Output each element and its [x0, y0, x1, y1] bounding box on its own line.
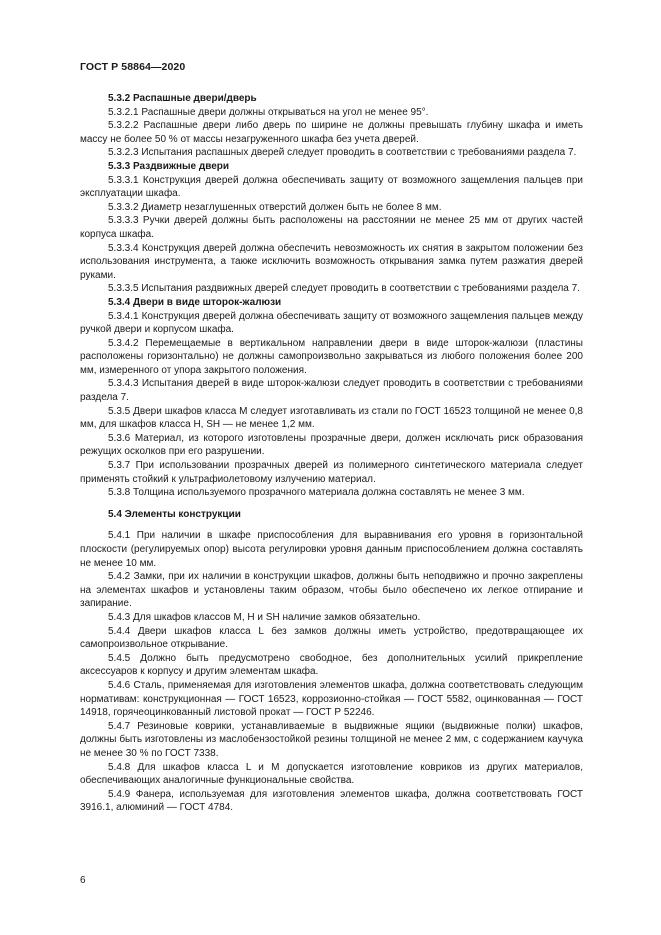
- paragraph: 5.4.8 Для шкафов класса L и M допускается изготовление ковриков из других материалов, обеспечивающих аналогичные функциональные свойства.: [80, 761, 583, 787]
- section-heading: 5.3.3 Раздвижные двери: [108, 160, 230, 172]
- paragraph: 5.3.2.3 Испытания распашных дверей следует проводить в соответствии с требованиями раздела 7.: [108, 147, 577, 159]
- paragraph: 5.4.3 Для шкафов классов M, H и SH наличие замков обязательно.: [108, 611, 421, 623]
- paragraph: 5.3.3.2 Диаметр незаглушенных отверстий должен быть не более 8 мм.: [108, 201, 442, 213]
- paragraph: 5.4.7 Резиновые коврики, устанавливаемые в выдвижные ящики (выдвижные полки) шкафов, должны быть изготовлены из маслобензостойкой резины толщиной не менее 2 мм, с содержанием каучука не менее 30 % по ГОСТ 7338.: [80, 720, 583, 759]
- paragraph: 5.4.1 При наличии в шкафе приспособления для выравнивания его уровня в горизонтальной плоскости (регулируемых опор) высота регулировки уровня данным приспособлением должна составлять не менее 10 мм.: [80, 530, 583, 569]
- section-heading: 5.3.2 Распашные двери/дверь: [108, 93, 257, 104]
- paragraph: 5.3.2.1 Распашные двери должны открываться на угол не менее 95°.: [108, 106, 429, 118]
- paragraph: 5.3.4.3 Испытания дверей в виде шторок-жалюзи следует проводить в соответствии с требованиями раздела 7.: [80, 378, 583, 404]
- paragraph: 5.3.6 Материал, из которого изготовлены прозрачные двери, должен исключать риск образования режущих осколков при его разрушении.: [80, 432, 583, 458]
- section-gap: [80, 500, 583, 508]
- document-body: [80, 92, 583, 815]
- paragraph: 5.3.3.1 Конструкция дверей должна обеспечивать защиту от возможного защемления пальцев при эксплуатации шкафа.: [80, 174, 583, 200]
- paragraph: 5.4.6 Сталь, применяемая для изготовления элементов шкафа, должна соответствовать следующим нормативам: конструкционная — ГОСТ 16523, коррозионно-стойкая — ГОСТ 5582, оцинкованная — ГОСТ 14918, горячеоцинкованный листовой прокат — ГОСТ Р 52246.: [80, 679, 583, 719]
- paragraph: 5.3.3.5 Испытания раздвижных дверей следует проводить в соответствии с требованиями раздела 7.: [108, 283, 580, 295]
- section-heading: 5.3.4 Двери в виде шторок-жалюзи: [108, 296, 282, 308]
- paragraph: 5.3.8 Толщина используемого прозрачного материала должна составлять не менее 3 мм.: [108, 487, 525, 499]
- paragraph: 5.3.4.1 Конструкция дверей должна обеспечивать защиту от возможного защемления пальцев между ручкой двери и корпусом шкафа.: [80, 310, 583, 336]
- paragraph: 5.4.2 Замки, при их наличии в конструкции шкафов, должны быть неподвижно и прочно закреплены на элементах шкафов и установлены таким образом, чтобы было обеспечено их легкое отпирание и запирание.: [80, 571, 583, 610]
- paragraph: 5.3.3.4 Конструкция дверей должна обеспечить невозможность их снятия в закрытом положении без использования инструмента, а также исключить возможность открывания замка путем разжатия дверей руками.: [80, 242, 583, 281]
- section-gap: [80, 521, 583, 529]
- document-header: ГОСТ Р 58864—2020: [80, 61, 186, 73]
- paragraph: 5.3.7 При использовании прозрачных дверей из полимерного синтетического материала следует применять стойкий к ультрафиолетовому излучению материал.: [80, 460, 583, 485]
- paragraph: 5.3.5 Двери шкафов класса M следует изготавливать из стали по ГОСТ 16523 толщиной не менее 0,8 мм, для шкафов класса H, SH — не менее 1,2 мм.: [80, 405, 583, 431]
- section-heading: 5.4 Элементы конструкции: [108, 508, 241, 520]
- paragraph: 5.4.5 Должно быть предусмотрено свободное, без дополнительных усилий прикрепление аксессуаров к корпусу и другим элементам шкафа.: [80, 652, 583, 678]
- page-number: 6: [80, 875, 86, 886]
- paragraph: 5.4.4 Двери шкафов класса L без замков должны иметь устройство, предотвращающее их самопроизвольное открывание.: [80, 625, 583, 651]
- paragraph: 5.3.4.2 Перемещаемые в вертикальном направлении двери в виде шторок-жалюзи (пластины расположены горизонтально) не должны самопроизвольно закрываться из любого положения более 200 мм, измеренного от упора закрытого положения.: [80, 337, 583, 376]
- paragraph: 5.4.9 Фанера, используемая для изготовления элементов шкафа, должна соответствовать ГОСТ 3916.1, алюминий — ГОСТ 4784.: [80, 788, 583, 814]
- paragraph: 5.3.3.3 Ручки дверей должны быть расположены на расстоянии не менее 25 мм от других частей корпуса шкафа.: [80, 215, 583, 240]
- paragraph: 5.3.2.2 Распашные двери либо дверь по ширине не должны превышать глубину шкафа и иметь массу не более 50 % от массы незагруженного шкафа без учета дверей.: [80, 120, 583, 145]
